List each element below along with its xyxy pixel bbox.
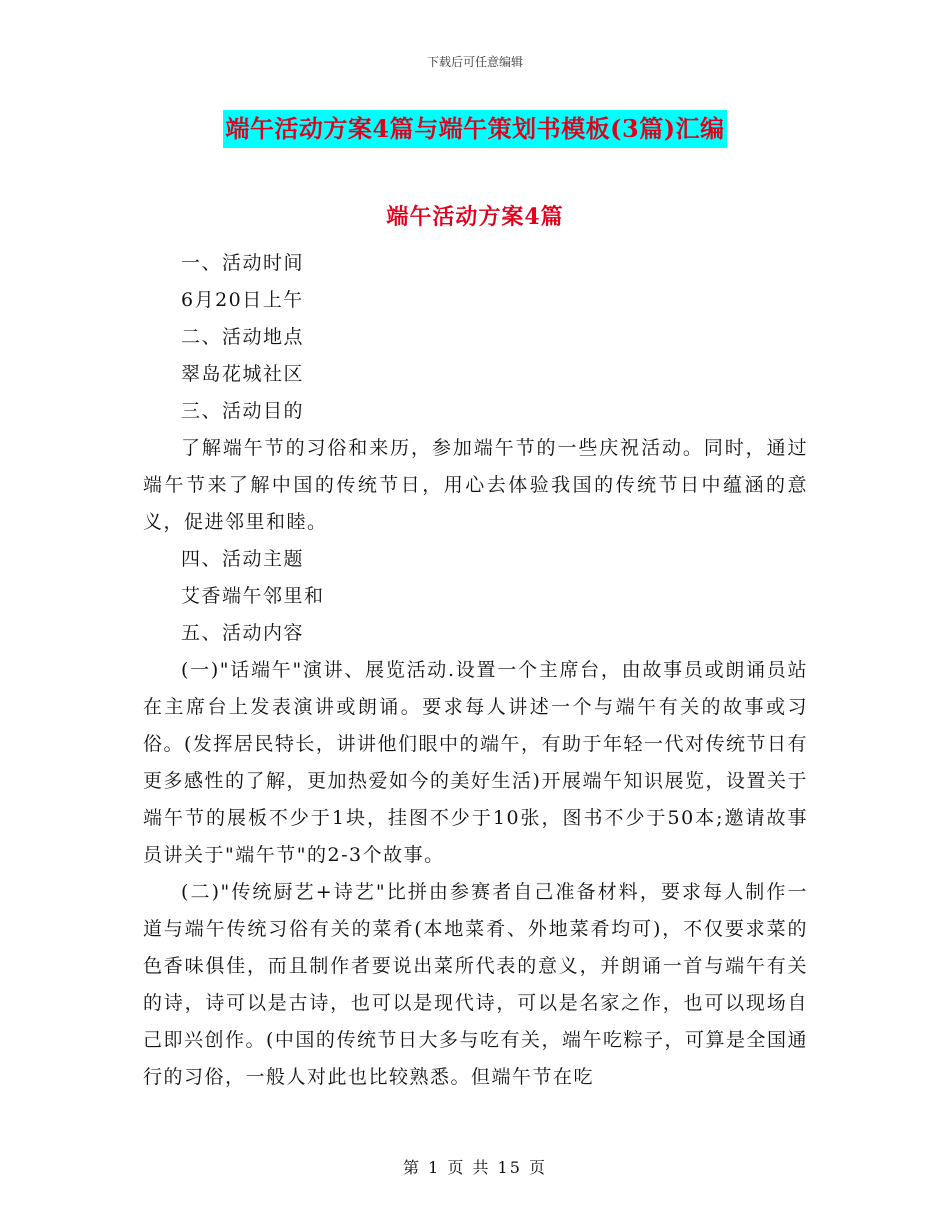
paragraph: 6月20日上午 <box>181 289 304 311</box>
section-title: 端午活动方案4篇 <box>386 204 564 230</box>
document-body <box>143 245 808 1096</box>
document-title: 端午活动方案4篇与端午策划书模板(3篇)汇编 <box>223 110 726 148</box>
paragraph: 四、活动主题 <box>181 548 305 570</box>
header-note: 下载后可任意编辑 <box>426 55 523 69</box>
paragraph: 一、活动时间 <box>181 252 305 274</box>
paragraph: 了解端午节的习俗和来历，参加端午节的一些庆祝活动。同时，通过端午节来了解中国的传统节日，用心去体验我国的传统节日中蕴涵的意义，促进邻里和睦。 <box>143 437 808 533</box>
document-title-wrap <box>0 110 950 148</box>
paragraph: (二)"传统厨艺+诗艺"比拼由参赛者自己准备材料，要求每人制作一道与端午传统习俗有关的菜肴(本地菜肴、外地菜肴均可)，不仅要求菜的色香味俱佳，而且制作者要说出菜所代表的意义，并朗诵一首与端午有关的诗，诗可以是古诗，也可以是现代诗，可以是名家之作，也可以现场自己即兴创作。(中国的传统节日大多与吃有关，端午吃粽子，可算是全国通行的习俗，一般人对此也比较熟悉。但端午节在吃 <box>143 881 808 1088</box>
paragraph: 五、活动内容 <box>181 622 305 644</box>
paragraph: 三、活动目的 <box>181 400 305 422</box>
paragraph: 翠岛花城社区 <box>181 363 305 385</box>
paragraph: 二、活动地点 <box>181 326 305 348</box>
page-footer: 第 1 页 共 15 页 <box>403 1158 547 1177</box>
paragraph: (一)"话端午"演讲、展览活动.设置一个主席台，由故事员或朗诵员站在主席台上发表演讲或朗诵。要求每人讲述一个与端午有关的故事或习俗。(发挥居民特长，讲讲他们眼中的端午，有助于年轻一代对传统节日有更多感性的了解，更加热爱如今的美好生活)开展端午知识展览，设置关于端午节的展板不少于1块，挂图不少于10张，图书不少于50本;邀请故事员讲关于"端午节"的2-3个故事。 <box>143 659 808 866</box>
paragraph: 艾香端午邻里和 <box>181 585 325 607</box>
